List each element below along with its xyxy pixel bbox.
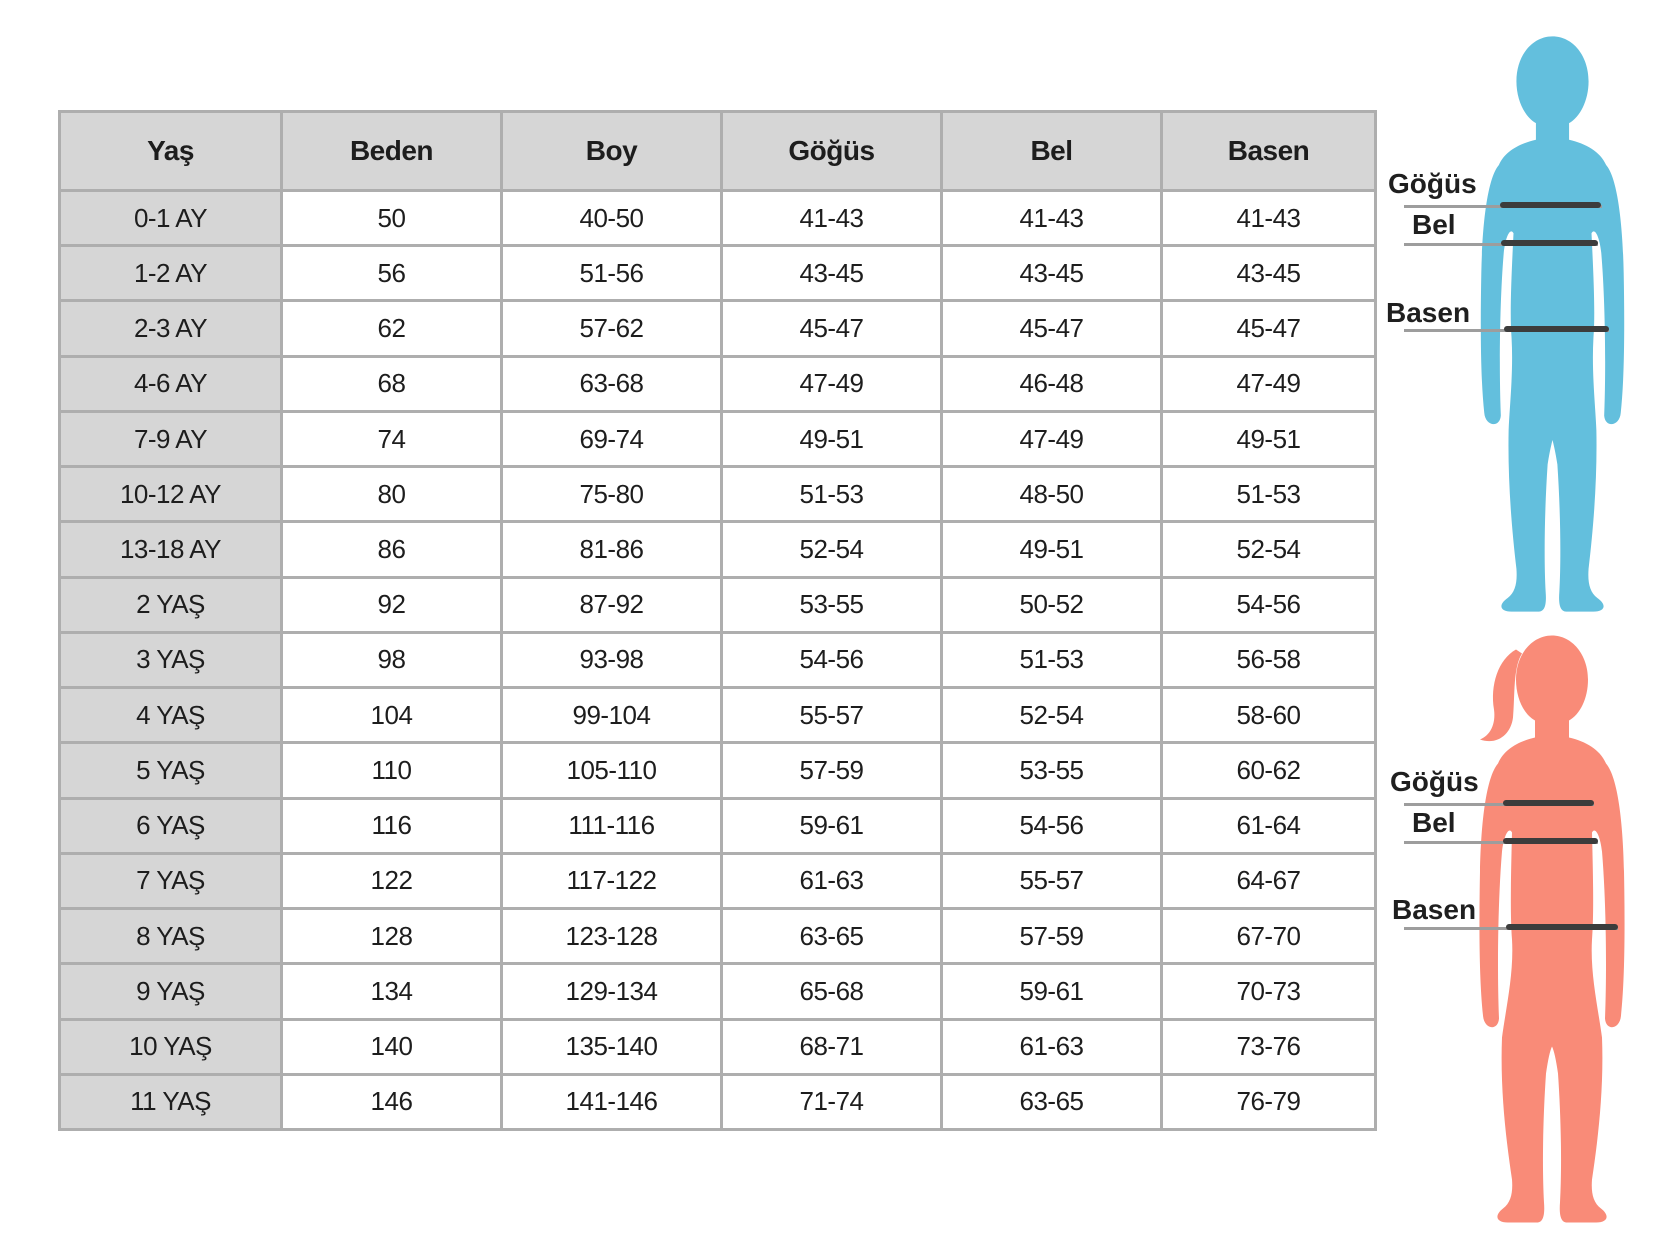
value-cell: 56-58 <box>1162 632 1376 687</box>
table-header-row <box>60 112 1376 191</box>
table-row <box>60 743 1376 798</box>
value-cell: 93-98 <box>502 632 722 687</box>
value-cell: 45-47 <box>942 301 1162 356</box>
row-age-cell: 0-1 AY <box>60 191 282 246</box>
col-header-height: Boy <box>502 112 722 191</box>
table-row <box>60 246 1376 301</box>
value-cell: 75-80 <box>502 467 722 522</box>
row-age-cell: 5 YAŞ <box>60 743 282 798</box>
table-row <box>60 1074 1376 1129</box>
value-cell: 46-48 <box>942 356 1162 411</box>
value-cell: 67-70 <box>1162 909 1376 964</box>
value-cell: 146 <box>282 1074 502 1129</box>
value-cell: 105-110 <box>502 743 722 798</box>
value-cell: 51-53 <box>722 467 942 522</box>
table-row <box>60 301 1376 356</box>
value-cell: 63-65 <box>722 909 942 964</box>
value-cell: 52-54 <box>1162 522 1376 577</box>
value-cell: 49-51 <box>942 522 1162 577</box>
value-cell: 51-56 <box>502 246 722 301</box>
boy-waist-body-line <box>1501 240 1598 246</box>
row-age-cell: 6 YAŞ <box>60 798 282 853</box>
table-row <box>60 191 1376 246</box>
table-row <box>60 688 1376 743</box>
value-cell: 43-45 <box>722 246 942 301</box>
girl-waist-body-line <box>1503 838 1598 844</box>
girl-waist-label: Bel <box>1412 807 1456 838</box>
value-cell: 45-47 <box>1162 301 1376 356</box>
boy-body-shape <box>1481 36 1624 611</box>
value-cell: 56 <box>282 246 502 301</box>
value-cell: 68 <box>282 356 502 411</box>
table-row <box>60 577 1376 632</box>
table-row <box>60 853 1376 908</box>
value-cell: 81-86 <box>502 522 722 577</box>
value-cell: 87-92 <box>502 577 722 632</box>
value-cell: 57-62 <box>502 301 722 356</box>
value-cell: 57-59 <box>722 743 942 798</box>
table-row <box>60 964 1376 1019</box>
row-age-cell: 10-12 AY <box>60 467 282 522</box>
table-row <box>60 798 1376 853</box>
value-cell: 71-74 <box>722 1074 942 1129</box>
boy-hips-body-line <box>1504 326 1609 332</box>
value-cell: 68-71 <box>722 1019 942 1074</box>
value-cell: 63-65 <box>942 1074 1162 1129</box>
value-cell: 64-67 <box>1162 853 1376 908</box>
value-cell: 62 <box>282 301 502 356</box>
value-cell: 54-56 <box>942 798 1162 853</box>
col-header-waist: Bel <box>942 112 1162 191</box>
value-cell: 54-56 <box>1162 577 1376 632</box>
value-cell: 104 <box>282 688 502 743</box>
row-age-cell: 2 YAŞ <box>60 577 282 632</box>
boy-figure <box>1455 26 1650 620</box>
table-row <box>60 411 1376 466</box>
value-cell: 51-53 <box>1162 467 1376 522</box>
girl-chest-label: Göğüs <box>1390 766 1479 797</box>
value-cell: 59-61 <box>722 798 942 853</box>
value-cell: 57-59 <box>942 909 1162 964</box>
value-cell: 54-56 <box>722 632 942 687</box>
table-row <box>60 356 1376 411</box>
table-row <box>60 1019 1376 1074</box>
boy-silhouette <box>1481 36 1624 611</box>
value-cell: 53-55 <box>722 577 942 632</box>
value-cell: 41-43 <box>1162 191 1376 246</box>
boy-chest-label: Göğüs <box>1388 168 1477 199</box>
value-cell: 116 <box>282 798 502 853</box>
col-header-age: Yaş <box>60 112 282 191</box>
value-cell: 53-55 <box>942 743 1162 798</box>
row-age-cell: 13-18 AY <box>60 522 282 577</box>
value-cell: 70-73 <box>1162 964 1376 1019</box>
value-cell: 73-76 <box>1162 1019 1376 1074</box>
value-cell: 49-51 <box>722 411 942 466</box>
value-cell: 48-50 <box>942 467 1162 522</box>
value-cell: 98 <box>282 632 502 687</box>
value-cell: 58-60 <box>1162 688 1376 743</box>
value-cell: 61-63 <box>942 1019 1162 1074</box>
value-cell: 51-53 <box>942 632 1162 687</box>
table-row <box>60 909 1376 964</box>
value-cell: 140 <box>282 1019 502 1074</box>
value-cell: 55-57 <box>722 688 942 743</box>
row-age-cell: 4 YAŞ <box>60 688 282 743</box>
value-cell: 49-51 <box>1162 411 1376 466</box>
table-row <box>60 522 1376 577</box>
value-cell: 43-45 <box>942 246 1162 301</box>
value-cell: 63-68 <box>502 356 722 411</box>
value-cell: 117-122 <box>502 853 722 908</box>
row-age-cell: 1-2 AY <box>60 246 282 301</box>
row-age-cell: 3 YAŞ <box>60 632 282 687</box>
value-cell: 123-128 <box>502 909 722 964</box>
size-table <box>58 110 1377 1131</box>
value-cell: 69-74 <box>502 411 722 466</box>
value-cell: 61-63 <box>722 853 942 908</box>
value-cell: 76-79 <box>1162 1074 1376 1129</box>
boy-waist-label: Bel <box>1412 209 1456 240</box>
value-cell: 55-57 <box>942 853 1162 908</box>
row-age-cell: 11 YAŞ <box>60 1074 282 1129</box>
row-age-cell: 4-6 AY <box>60 356 282 411</box>
row-age-cell: 8 YAŞ <box>60 909 282 964</box>
value-cell: 47-49 <box>942 411 1162 466</box>
boy-hips-label: Basen <box>1386 297 1471 328</box>
girl-chest-body-line <box>1503 800 1594 806</box>
value-cell: 135-140 <box>502 1019 722 1074</box>
value-cell: 122 <box>282 853 502 908</box>
value-cell: 92 <box>282 577 502 632</box>
value-cell: 129-134 <box>502 964 722 1019</box>
value-cell: 134 <box>282 964 502 1019</box>
value-cell: 47-49 <box>1162 356 1376 411</box>
value-cell: 61-64 <box>1162 798 1376 853</box>
col-header-size: Beden <box>282 112 502 191</box>
girl-hips-label: Basen <box>1392 894 1477 925</box>
value-cell: 41-43 <box>942 191 1162 246</box>
value-cell: 45-47 <box>722 301 942 356</box>
row-age-cell: 7 YAŞ <box>60 853 282 908</box>
row-age-cell: 2-3 AY <box>60 301 282 356</box>
value-cell: 59-61 <box>942 964 1162 1019</box>
value-cell: 47-49 <box>722 356 942 411</box>
col-header-hips: Basen <box>1162 112 1376 191</box>
value-cell: 128 <box>282 909 502 964</box>
value-cell: 40-50 <box>502 191 722 246</box>
value-cell: 99-104 <box>502 688 722 743</box>
boy-chest-body-line <box>1500 202 1601 208</box>
row-age-cell: 9 YAŞ <box>60 964 282 1019</box>
value-cell: 110 <box>282 743 502 798</box>
girl-ponytail-shape <box>1480 650 1522 742</box>
value-cell: 43-45 <box>1162 246 1376 301</box>
value-cell: 41-43 <box>722 191 942 246</box>
row-age-cell: 10 YAŞ <box>60 1019 282 1074</box>
value-cell: 65-68 <box>722 964 942 1019</box>
value-cell: 50-52 <box>942 577 1162 632</box>
value-cell: 50 <box>282 191 502 246</box>
value-cell: 141-146 <box>502 1074 722 1129</box>
value-cell: 52-54 <box>942 688 1162 743</box>
value-cell: 74 <box>282 411 502 466</box>
table-row <box>60 467 1376 522</box>
girl-hips-body-line <box>1506 924 1618 930</box>
value-cell: 80 <box>282 467 502 522</box>
value-cell: 60-62 <box>1162 743 1376 798</box>
table-row <box>60 632 1376 687</box>
col-header-chest: Göğüs <box>722 112 942 191</box>
value-cell: 86 <box>282 522 502 577</box>
row-age-cell: 7-9 AY <box>60 411 282 466</box>
value-cell: 111-116 <box>502 798 722 853</box>
value-cell: 52-54 <box>722 522 942 577</box>
